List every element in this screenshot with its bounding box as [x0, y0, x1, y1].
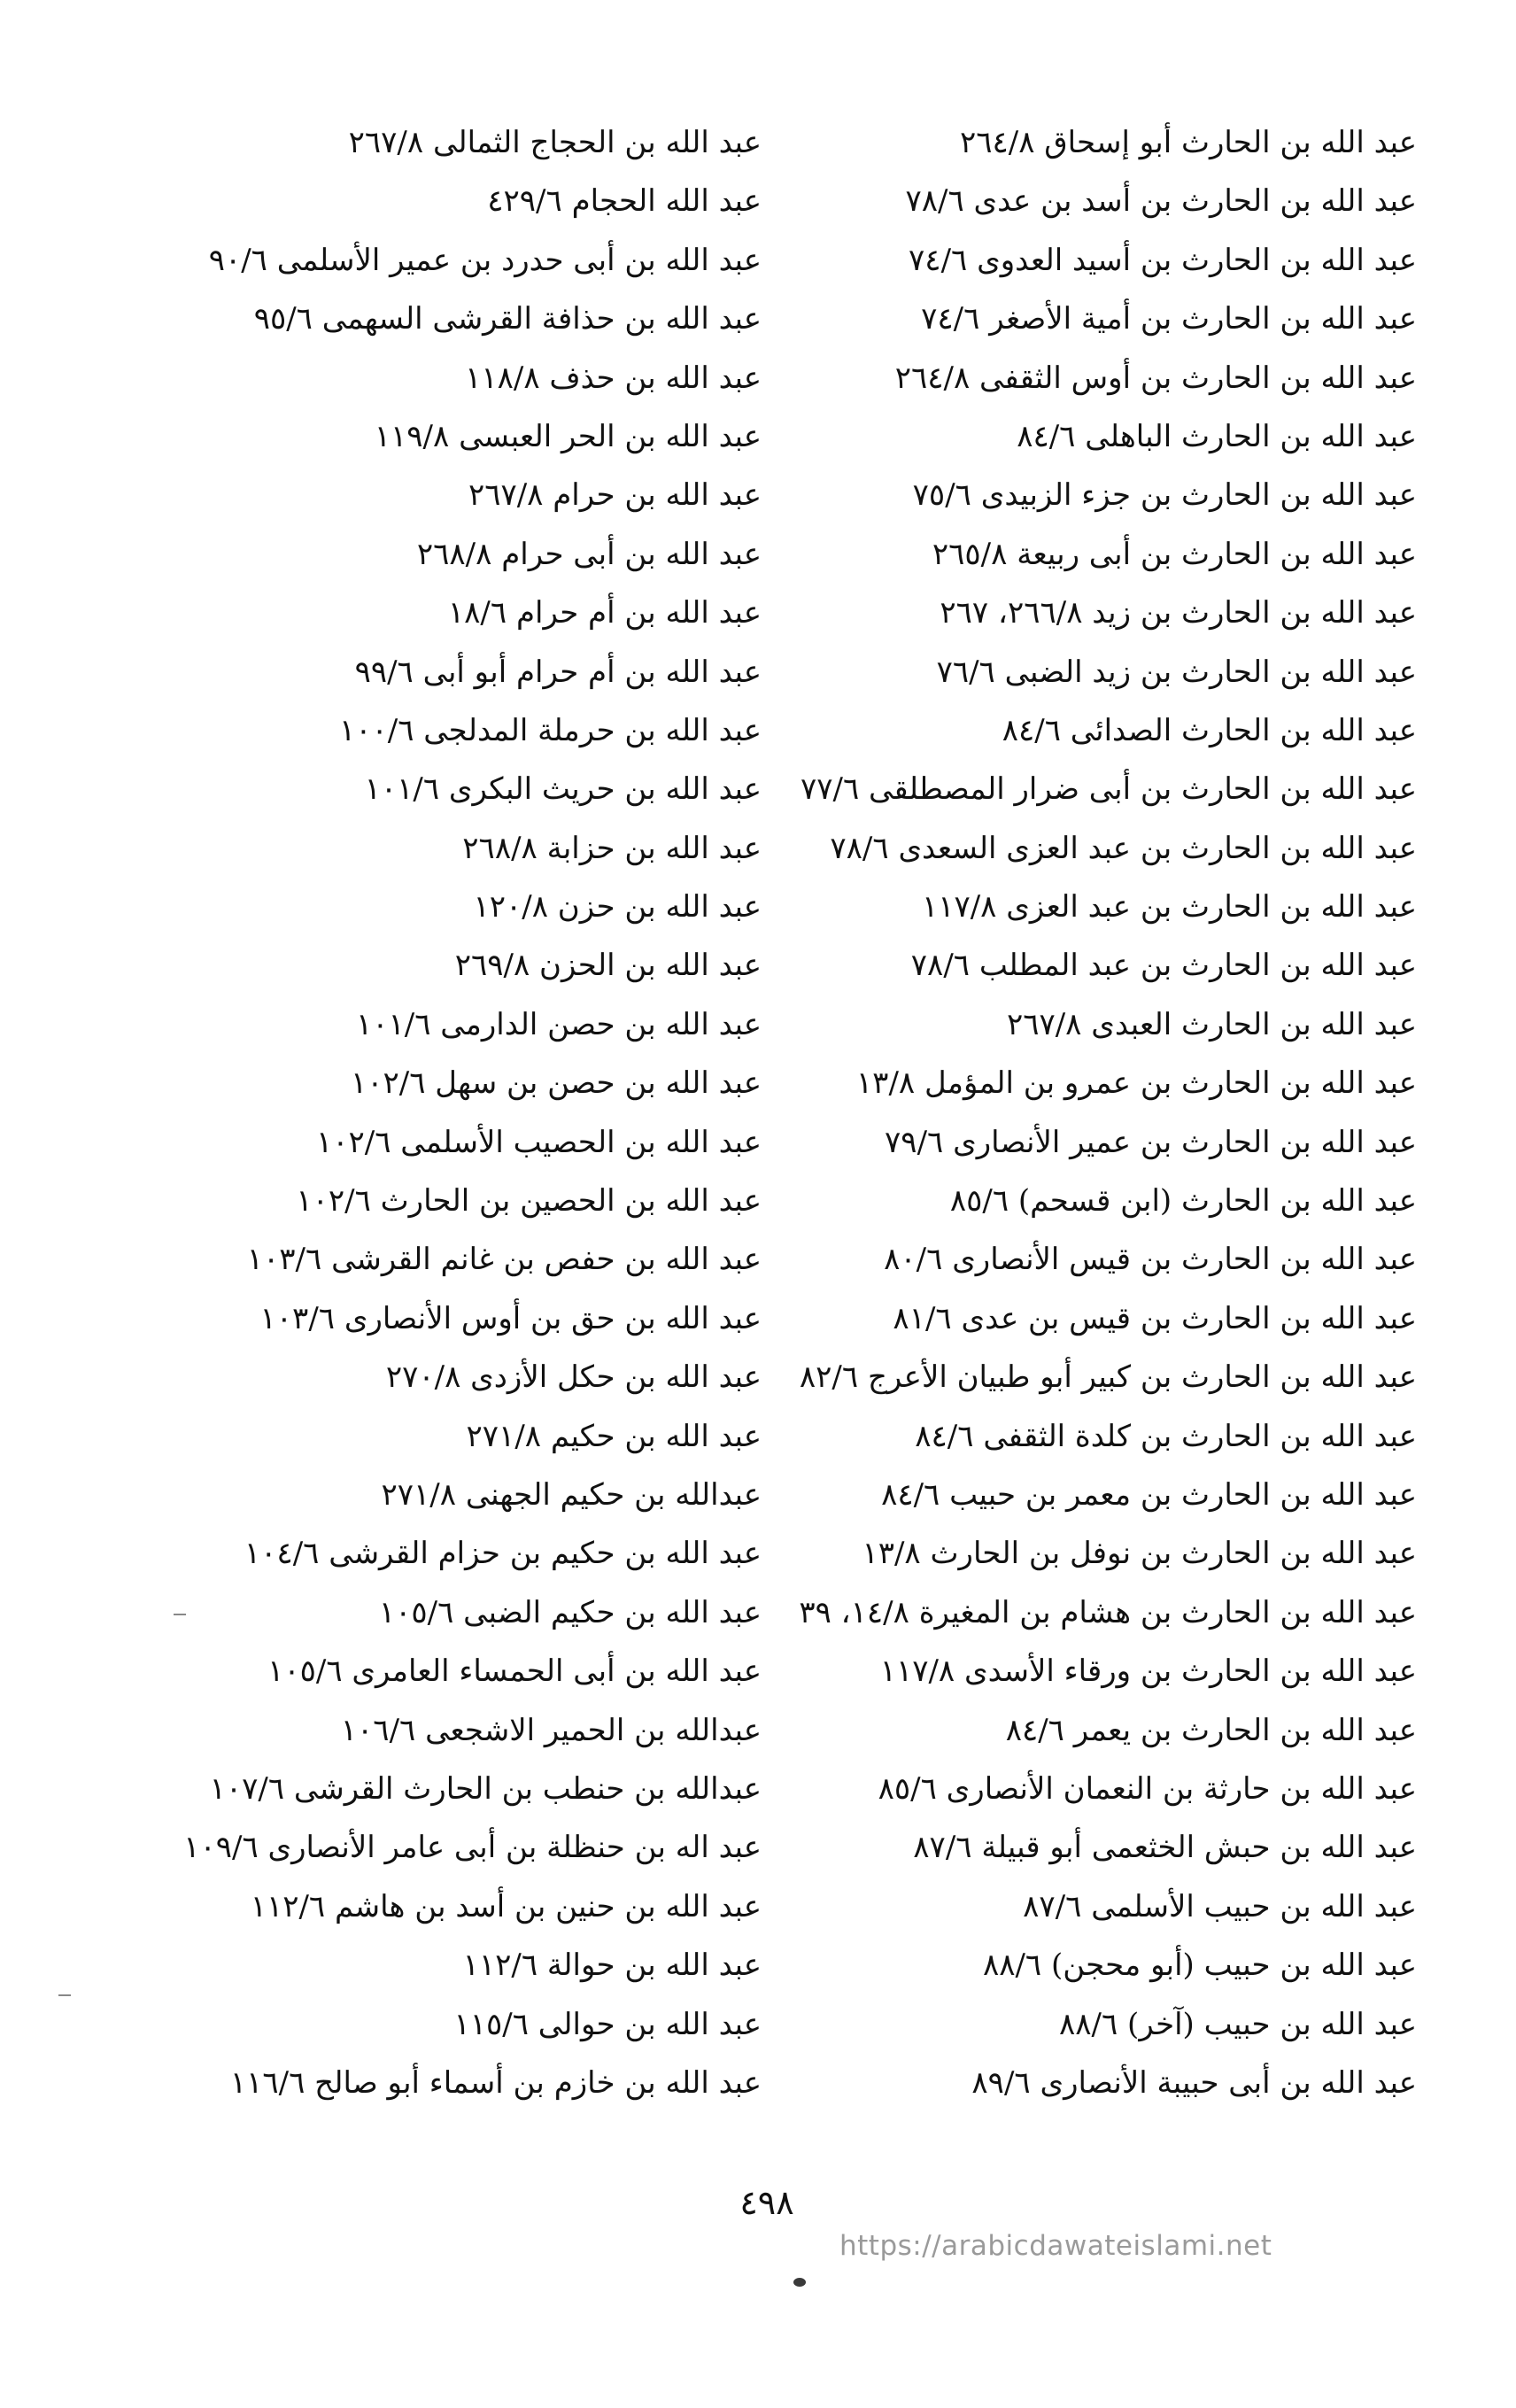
scan-mark — [58, 1994, 71, 1996]
index-entry: عبد الله بن الحارث أبو إسحاق ٢٦٤/٨ — [959, 125, 1417, 160]
index-entry: عبد الله بن حريث البكرى ١٠١/٦ — [364, 771, 762, 808]
index-entry: عبد الله بن الحارث بن أبى ربيعة ٢٦٥/٨ — [932, 536, 1417, 572]
index-entry: عبد اله بن حنظلة بن أبى عامر الأنصارى ١٠٩/٦ — [183, 1830, 762, 1866]
index-entry: عبد الله بن الحارث بن عبد المطلب ٧٨/٦ — [910, 948, 1417, 984]
index-entry: عبد الله بن الحارث بن هشام بن المغيرة ١٤/٨، ٣٩ — [799, 1594, 1417, 1630]
index-entry: عبد الله بن أم حرام أبو أبى ٩٩/٦ — [354, 654, 762, 690]
index-entry: عبد الله بن حرملة المدلجى ١٠٠/٦ — [338, 712, 762, 748]
index-entry: عبد الله بن حق بن أوس الأنصارى ١٠٣/٦ — [259, 1300, 762, 1336]
page-number: ٤٩٨ — [739, 2183, 794, 2222]
index-entry: عبد الله بن الحزن ٢٦٩/٨ — [454, 948, 762, 984]
scan-mark — [174, 1614, 186, 1615]
index-entry: عبد الله بن حبيب (آخر) ٨٨/٦ — [1059, 2006, 1417, 2042]
index-entry: عبد الله بن أبى حدرد بن عمير الأسلمى ٩٠/٦ — [208, 242, 762, 278]
index-entry: عبد الله بن حكيم ٢٧١/٨ — [466, 1418, 762, 1454]
index-entry: عبد الله بن الحارث بن عبد العزى السعدى ٧٨/٦ — [830, 830, 1417, 866]
index-entry: عبد الله بن حوالة ١١٢/٦ — [462, 1947, 762, 1984]
index-entry: عبد الله بن الحارث بن قيس الأنصارى ٨٠/٦ — [884, 1242, 1417, 1278]
index-entry: عبد الله بن الحارث بن جزء الزبيدى ٧٥/٦ — [912, 477, 1417, 514]
index-entry: عبد الله بن خازم بن أسماء أبو صالح ١١٦/٦ — [229, 2064, 762, 2101]
index-entry: عبد الله الحجام ٤٢٩/٦ — [487, 183, 762, 220]
watermark-link: https://arabicdawateislami.net — [839, 2230, 1272, 2262]
index-entry: عبد الله بن الحصيب الأسلمى ١٠٢/٦ — [315, 1124, 762, 1160]
index-entry: عبد الله بن الحارث بن أسد بن عدى ٧٨/٦ — [905, 183, 1417, 220]
index-entry: عبد الله بن الحارث بن عمرو بن المؤمل ١٣/٨ — [855, 1065, 1417, 1102]
index-entry: عبد الله بن الحارث بن معمر بن حبيب ٨٤/٦ — [881, 1476, 1417, 1513]
index-entry: عبد الله بن الحارث بن كبير أبو طبيان الأعرج ٨٢/٦ — [799, 1359, 1417, 1396]
index-entry: عبد الله بن حرام ٢٦٧/٨ — [468, 477, 762, 514]
index-entry: عبد الله بن الحارث العبدى ٢٦٧/٨ — [1006, 1006, 1417, 1042]
index-entry: عبد الله بن الحارث بن قيس بن عدى ٨١/٦ — [893, 1300, 1417, 1336]
index-entry: عبد الله بن حفص بن غانم القرشى ١٠٣/٦ — [246, 1242, 762, 1278]
index-entry: عبد الله بن الحارث الصدائى ٨٤/٦ — [1002, 712, 1417, 748]
index-entry: عبد الله بن الحارث بن نوفل بن الحارث ١٣/٨ — [862, 1536, 1417, 1572]
index-entry: عبد الله بن الحارث بن أمية الأصغر ٧٤/٦ — [921, 301, 1417, 337]
index-entry: عبد الله بن الحصين بن الحارث ١٠٢/٦ — [296, 1183, 762, 1219]
index-entry: عبد الله بن أبى حرام ٢٦٨/٨ — [416, 536, 762, 572]
index-entry: عبد الله بن حصن بن سهل ١٠٢/٦ — [350, 1065, 762, 1102]
index-entry: عبد الله بن الحارث بن عمير الأنصارى ٧٩/٦ — [885, 1124, 1417, 1160]
index-entry: عبد الله بن الحارث بن أوس الثقفى ٢٦٤/٨ — [894, 360, 1417, 396]
index-column-left — [89, 113, 762, 2112]
ornament-mark — [793, 2278, 806, 2287]
index-entry: عبد الله بن حارثة بن النعمان الأنصارى ٨٥/٦ — [878, 1770, 1417, 1807]
index-entry: عبد الله بن الحارث (ابن قسحم) ٨٥/٦ — [949, 1183, 1417, 1219]
index-entry: عبد الله بن الحارث بن زيد ٢٦٦/٨، ٢٦٧ — [940, 595, 1417, 631]
index-entry: عبد الله بن حزابة ٢٦٨/٨ — [462, 830, 762, 866]
index-entry: عبد الله بن حصن الدارمى ١٠١/٦ — [355, 1006, 762, 1042]
index-entry: عبد الله بن أبى الحمساء العامرى ١٠٥/٦ — [267, 1653, 762, 1690]
index-entry: عبد الله بن حوالى ١١٥/٦ — [453, 2006, 762, 2042]
index-entry: عبدالله بن حكيم الجهنى ٢٧١/٨ — [381, 1476, 762, 1513]
index-entry: عبد الله بن الحارث بن عبد العزى ١١٧/٨ — [921, 889, 1417, 925]
index-entry: عبد الله بن أم حرام ١٨/٦ — [447, 595, 762, 631]
index-entry: عبد الله بن الحجاج الثمالى ٢٦٧/٨ — [348, 125, 762, 160]
index-entry: عبد الله بن حكيم الضبى ١٠٥/٦ — [378, 1594, 762, 1630]
index-entry: عبد الله بن حذف ١١٨/٨ — [465, 360, 762, 396]
index-column-right — [744, 113, 1417, 2112]
index-entry: عبد الله بن حبش الخثعمى أبو قبيلة ٨٧/٦ — [913, 1830, 1417, 1866]
index-entry: عبد الله بن حكيم بن حزام القرشى ١٠٤/٦ — [244, 1536, 762, 1572]
index-entry: عبدالله بن حنطب بن الحارث القرشى ١٠٧/٦ — [209, 1770, 762, 1807]
index-entry: عبد الله بن حذافة القرشى السهمى ٩٥/٦ — [253, 301, 762, 337]
index-entry: عبد الله بن الحارث بن زيد الضبى ٧٦/٦ — [936, 654, 1417, 690]
index-entry: عبد الله بن حنين بن أسد بن هاشم ١١٢/٦ — [250, 1888, 762, 1924]
index-entry: عبد الله بن حبيب الأسلمى ٨٧/٦ — [1023, 1888, 1417, 1924]
index-entry: عبد الله بن الحارث بن ورقاء الأسدى ١١٧/٨ — [879, 1653, 1417, 1690]
index-entry: عبد الله بن الحر العبسى ١١٩/٨ — [374, 418, 762, 454]
index-entry: عبد الله بن حزن ١٢٠/٨ — [473, 889, 762, 925]
index-entry: عبد الله بن الحارث بن يعمر ٨٤/٦ — [1005, 1712, 1417, 1748]
index-entry: عبدالله بن الحمير الاشجعى ١٠٦/٦ — [340, 1712, 762, 1748]
index-entry: عبد الله بن حكل الأزدى ٢٧٠/٨ — [385, 1359, 762, 1396]
index-entry: عبد الله بن الحارث بن كلدة الثقفى ٨٤/٦ — [915, 1418, 1417, 1454]
index-entry: عبد الله بن الحارث بن أبى ضرار المصطلقى ٧٧/٦ — [801, 771, 1417, 808]
index-entry: عبد الله بن الحارث بن أسيد العدوى ٧٤/٦ — [909, 242, 1417, 278]
index-entry: عبد الله بن حبيب (أبو محجن) ٨٨/٦ — [982, 1947, 1417, 1984]
index-entry: عبد الله بن الحارث الباهلى ٨٤/٦ — [1017, 418, 1417, 454]
index-entry: عبد الله بن أبى حبيبة الأنصارى ٨٩/٦ — [971, 2064, 1417, 2101]
